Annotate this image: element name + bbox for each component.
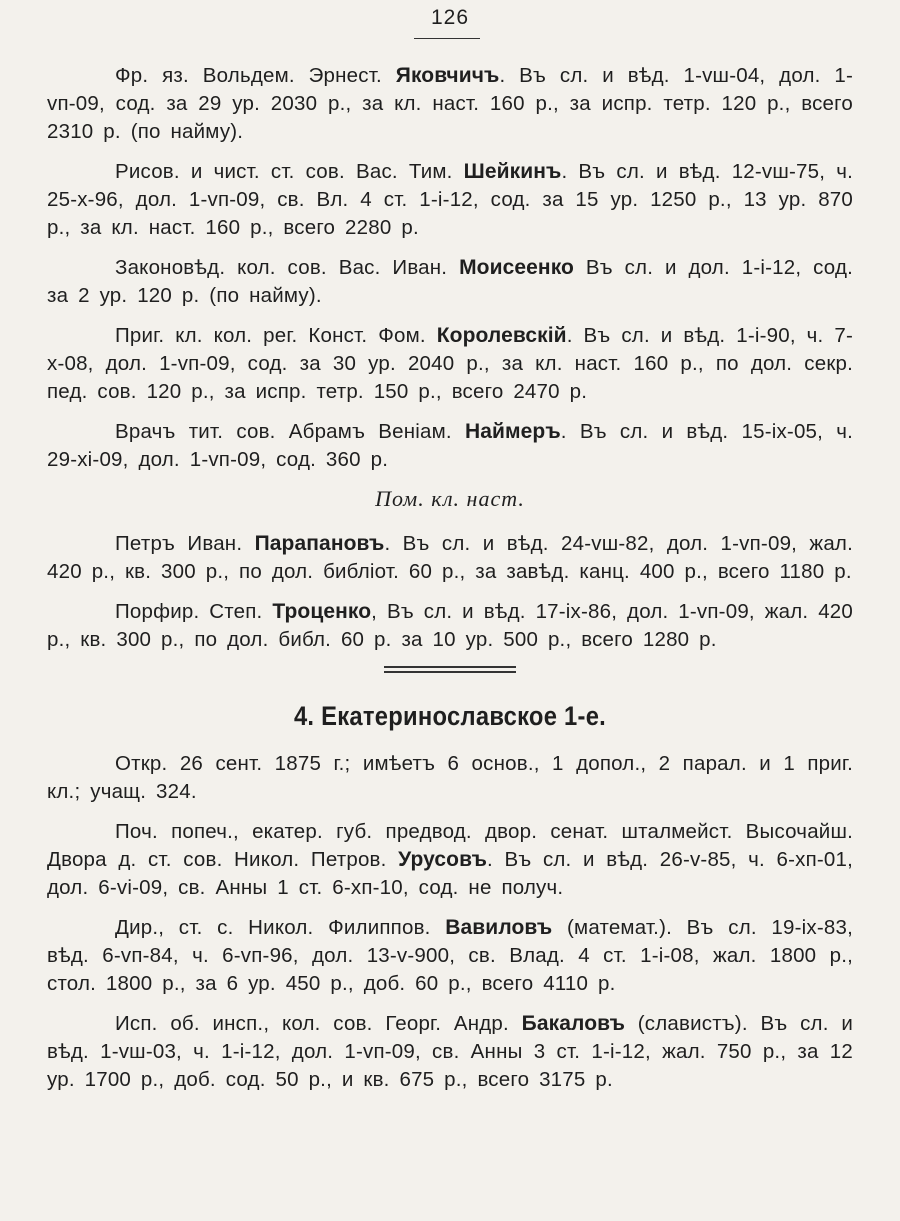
- entry-text: Поч. попеч., екатер. губ. предвод. двор. сенат. шталмейст. Высочайш. Двора д. ст. сов. Никол. Петров.: [47, 820, 853, 871]
- entry-yakovchich: [47, 62, 853, 146]
- entry-text: (математ.). Въ сл. 19-іx-83, вѣд. 6-vп-84, ч. 6-vп-96, дол. 13-v-900, св. Влад. 4 ст. 1-і-08, жал. 1800 р., стол. 1800 р., за 6 ур. 450 р., доб. 60 р., всего 4110 р.: [47, 916, 853, 995]
- entry-text: . Въ сл. и вѣд. 24-vш-82, дол. 1-vп-09, жал. 420 р., кв. 300 р., по дол. библіот. 60 р., за завѣд. канц. 400 р., всего 1180 р.: [47, 532, 853, 583]
- entry-surname: Моисеенко: [459, 256, 574, 279]
- entry-text: Дир., ст. с. Никол. Филиппов.: [115, 916, 446, 939]
- entry-text: (славистъ). Въ сл. и вѣд. 1-vш-03, ч. 1-і-12, дол. 1-vп-09, св. Анны 3 ст. 1-і-12, жал. 750 р., за 12 ур. 1700 р., доб. сод. 50 р., и кв. 675 р., всего 3175 р.: [47, 1012, 853, 1091]
- entry-surname: Яковчичъ: [395, 64, 500, 87]
- entry-text: Законовѣд. кол. сов. Вас. Иван.: [115, 256, 460, 279]
- page-number: 126: [430, 6, 470, 29]
- entry-surname: Шейкинъ: [463, 160, 562, 183]
- entry-urusov: [47, 818, 853, 902]
- entry-bakalov: [47, 1010, 853, 1094]
- entry-korolevsky: [47, 322, 853, 406]
- entry-text: Врачъ тит. сов. Абрамъ Веніам.: [115, 420, 465, 443]
- entry-text: Фр. яз. Вольдем. Эрнест.: [115, 64, 396, 87]
- entry-moiseenko: [47, 254, 853, 310]
- entry-text: Приг. кл. кол. рег. Конст. Фом.: [115, 324, 437, 347]
- entry-naimer: [47, 418, 853, 474]
- entry-surname: Вавиловъ: [445, 916, 553, 939]
- entry-text: . Въ сл. и вѣд. 1-і-90, ч. 7-x-08, дол. 1-vп-09, сод. за 30 ур. 2040 р., за кл. наст. 160 р., по дол. секр. пед. сов. 120 р., за испр. тетр. 150 р., всего 2470 р.: [47, 324, 854, 403]
- entry-text: , Въ сл. и вѣд. 17-іx-86, дол. 1-vп-09, жал. 420 р., кв. 300 р., по дол. библ. 60 р. за 10 ур. 500 р., всего 1280 р.: [47, 600, 854, 651]
- entry-surname: Бакаловъ: [521, 1012, 626, 1035]
- entry-text: . Въ сл. и вѣд. 26-v-85, ч. 6-xп-01, дол. 6-vі-09, св. Анны 1 ст. 6-xп-10, сод. не получ.: [47, 848, 853, 899]
- entry-school-info: [47, 750, 853, 806]
- entry-text: . Въ сл. и вѣд. 15-іx-05, ч. 29-xі-09, дол. 1-vп-09, сод. 360 р.: [47, 420, 853, 471]
- section-heading: 4. Екатеринославское 1-е.: [293, 701, 607, 731]
- entry-text: Въ сл. и дол. 1-і-12, сод. за 2 ур. 120 р. (по найму).: [47, 256, 853, 307]
- entry-surname: Королевскій: [436, 324, 567, 347]
- entry-surname: Урусовъ: [398, 848, 487, 871]
- entry-text: Исп. об. инсп., кол. сов. Георг. Андр.: [115, 1012, 522, 1035]
- entry-parapanov: [47, 530, 853, 586]
- entry-vavilov: [47, 914, 853, 998]
- entry-surname: Парапановъ: [254, 532, 385, 555]
- entry-text: Порфир. Степ.: [115, 600, 273, 623]
- entry-sheikin: [47, 158, 853, 242]
- subheading-assistant-teachers: Пом. кл. наст.: [375, 486, 525, 511]
- entry-text: . Въ сл. и вѣд. 1-vш-04, дол. 1-vп-09, сод. за 29 ур. 2030 р., за кл. наст. 160 р., за испр. тетр. 120 р., всего 2310 р. (по найму).: [47, 64, 853, 143]
- entry-text: Рисов. и чист. ст. сов. Вас. Тим.: [115, 160, 464, 183]
- entry-surname: Троценко: [272, 600, 372, 623]
- entry-trotsenko: [47, 598, 853, 654]
- entry-text: Петръ Иван.: [115, 532, 255, 555]
- entry-text: Откр. 26 сент. 1875 г.; имѣетъ 6 основ., 1 допол., 2 парал. и 1 приг. кл.; учащ. 324.: [47, 752, 853, 803]
- entry-surname: Наймеръ: [464, 420, 561, 443]
- entry-text: . Въ сл. и вѣд. 12-vш-75, ч. 25-x-96, дол. 1-vп-09, св. Вл. 4 ст. 1-і-12, сод. за 15 ур. 1250 р., 13 ур. 870 р., за кл. наст. 160 р., всего 2280 р.: [47, 160, 853, 239]
- entries-column: [47, 62, 853, 1106]
- section-divider: [384, 666, 516, 673]
- page-number-rule: [414, 38, 480, 39]
